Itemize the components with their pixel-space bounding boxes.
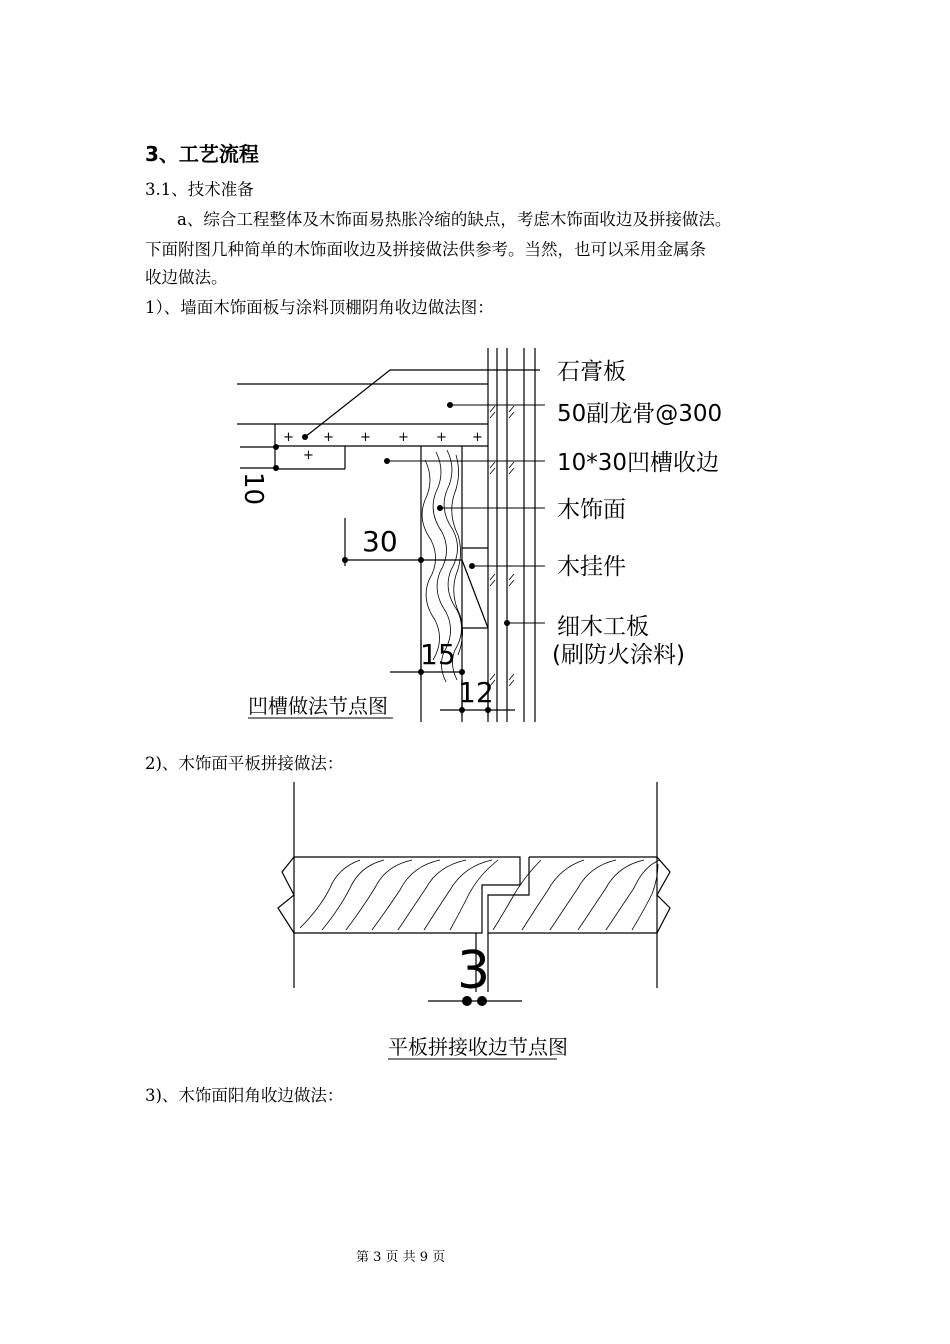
svg-text:+: +	[303, 448, 314, 463]
svg-text:+: +	[398, 430, 409, 445]
label-hanger: 木挂件	[557, 554, 626, 580]
section-heading: 3、工艺流程	[145, 142, 259, 166]
paragraph-line-3: 收边做法。	[145, 268, 228, 287]
svg-text:+: +	[436, 430, 447, 445]
paragraph-line-2: 下面附图几种简单的木饰面收边及拼接做法供参考。当然，也可以采用金属条	[145, 240, 706, 259]
figure-1-title: 凹槽做法节点图	[248, 694, 388, 718]
svg-text:+: +	[472, 430, 483, 445]
label-blockboard: 细木工板	[557, 614, 649, 640]
item-1-caption: 1）、墙面木饰面板与涂料顶棚阴角收边做法图：	[145, 298, 494, 317]
page-indicator: 第 3 页 共 9 页	[356, 1250, 446, 1265]
dim-10: 10	[238, 472, 268, 506]
dim-30: 30	[362, 525, 398, 558]
label-wood-face: 木饰面	[557, 497, 626, 523]
dim-3: 3	[457, 941, 491, 1001]
dim-15: 15	[420, 638, 456, 671]
paragraph-line-1: a、综合工程整体及木饰面易热胀冷缩的缺点，考虑木饰面收边及拼接做法。	[177, 210, 732, 229]
subheading: 3.1、技术准备	[145, 180, 254, 199]
label-gypsum: 石膏板	[557, 359, 626, 385]
svg-text:+: +	[283, 430, 294, 445]
svg-text:+: +	[360, 430, 371, 445]
item-2-caption: 2)、木饰面平板拼接做法：	[145, 754, 344, 773]
figure-2-title: 平板拼接收边节点图	[388, 1035, 568, 1059]
label-fireproof: (刷防火涂料)	[552, 642, 685, 668]
svg-text:+: +	[323, 430, 334, 445]
dim-12: 12	[458, 676, 494, 709]
item-3-caption: 3)、木饰面阳角收边做法：	[145, 1086, 344, 1105]
label-keel: 50副龙骨@300	[557, 401, 723, 427]
label-groove: 10*30凹槽收边	[557, 450, 720, 476]
